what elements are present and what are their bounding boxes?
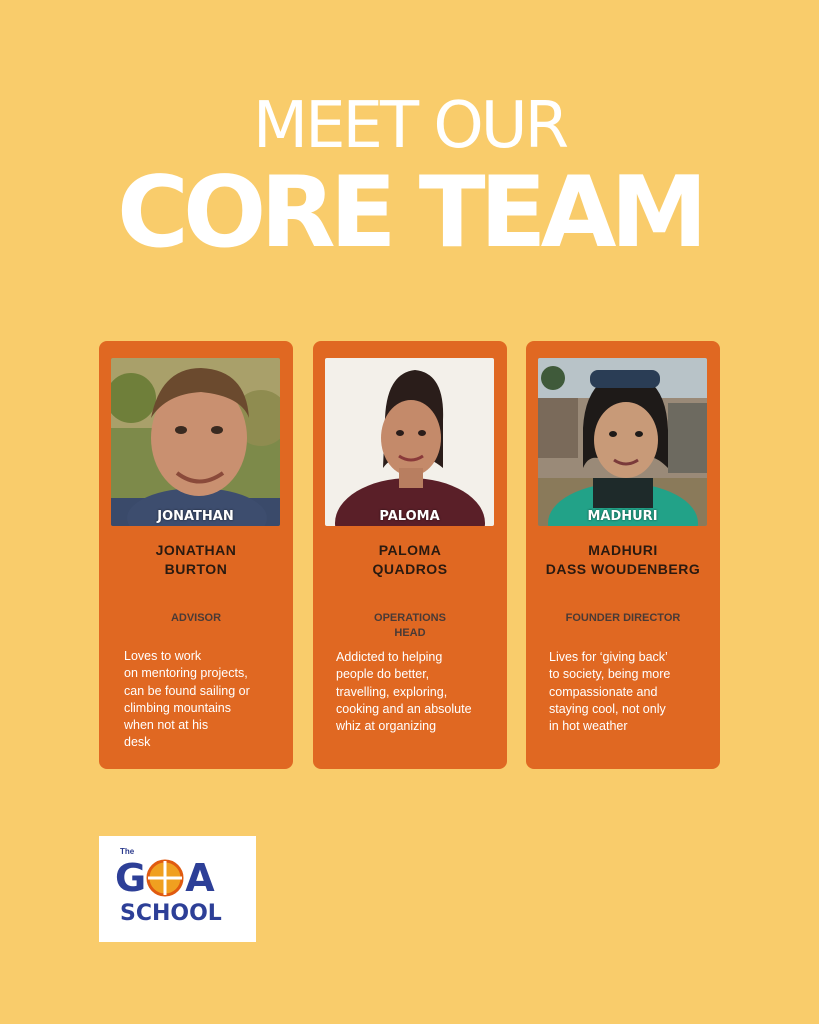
- bio-line: can be found sailing or: [124, 683, 250, 698]
- photo-madhuri: [538, 358, 707, 526]
- photo-caption: PALOMA: [379, 509, 440, 524]
- team-card-paloma: [313, 341, 507, 769]
- bio-line: compassionate and: [549, 684, 658, 699]
- logo-letter-a: A: [185, 856, 214, 900]
- member-bio: [124, 648, 284, 752]
- bio-line: Lives for ‘giving back’: [549, 650, 668, 664]
- member-name: [526, 541, 720, 579]
- photo-paloma: [325, 358, 494, 526]
- logo-the-text: The: [120, 847, 135, 856]
- name-line-2: BURTON: [164, 561, 228, 577]
- name-line-1: JONATHAN: [155, 542, 237, 558]
- bio-line: climbing mountains: [124, 700, 231, 715]
- name-line-2: DASS WOUDENBERG: [545, 561, 701, 577]
- bio-line: Loves to work: [124, 649, 202, 663]
- name-line-1: PALOMA: [378, 542, 442, 558]
- heading-meet-our: MEET OUR: [252, 89, 567, 163]
- team-card-jonathan: [99, 341, 293, 769]
- logo-sun-icon: [146, 859, 184, 897]
- bio-line: on mentoring projects,: [124, 666, 248, 681]
- bio-line: cooking and an absolute: [336, 701, 472, 716]
- team-card-madhuri: [526, 341, 720, 769]
- bio-line: travelling, exploring,: [336, 684, 448, 699]
- bio-line: in hot weather: [549, 719, 628, 734]
- photo-caption: MADHURI: [587, 509, 658, 524]
- role-line-1: OPERATIONS: [374, 612, 446, 624]
- photo-caption: JONATHAN: [157, 509, 234, 524]
- role-line-1: ADVISOR: [170, 612, 222, 624]
- bio-line: people do better,: [336, 667, 430, 682]
- logo-goa-wordmark: [115, 858, 214, 898]
- member-bio: [549, 649, 714, 735]
- member-role: [313, 611, 507, 641]
- member-name: [99, 541, 293, 579]
- name-line-1: MADHURI: [588, 542, 658, 558]
- bio-line: staying cool, not only: [549, 701, 666, 716]
- member-role: [526, 611, 720, 626]
- name-line-2: QUADROS: [372, 561, 448, 577]
- member-name: [313, 541, 507, 579]
- photo-jonathan: [111, 358, 280, 526]
- bio-line: to society, being more: [549, 667, 671, 682]
- role-line-2: HEAD: [394, 627, 426, 639]
- logo-school-text: SCHOOL: [120, 901, 222, 926]
- member-role: [99, 611, 293, 626]
- member-bio: [336, 649, 501, 735]
- heading-core-team: CORE TEAM: [117, 156, 702, 270]
- logo-letter-g: G: [115, 856, 146, 900]
- bio-line: when not at his: [124, 718, 209, 733]
- bio-line: desk: [124, 735, 151, 750]
- bio-line: whiz at organizing: [336, 719, 437, 734]
- role-line-1: FOUNDER DIRECTOR: [565, 612, 681, 624]
- goa-school-logo: [99, 836, 256, 942]
- bio-line: Addicted to helping: [336, 650, 443, 664]
